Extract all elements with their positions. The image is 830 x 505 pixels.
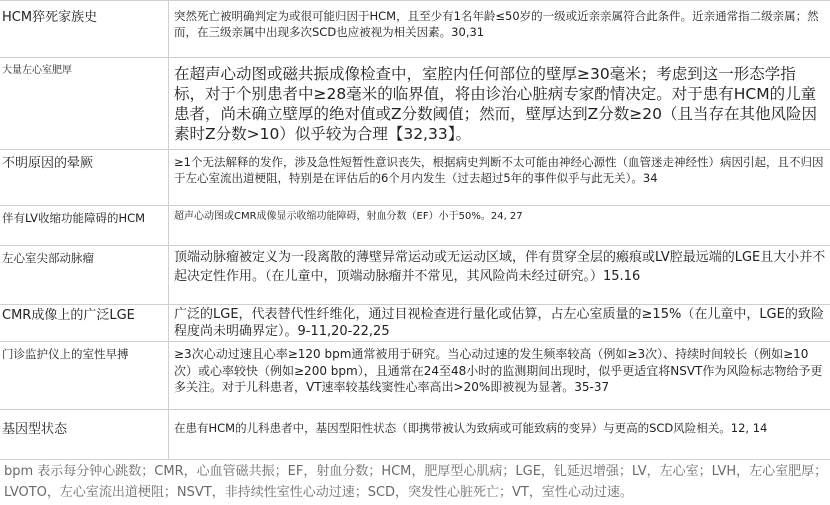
table-row (0, 0, 830, 58)
risk-factor-description: 顶端动脉瘤被定义为一段离散的薄壁异常运动或无运动区域，伴有贯穿全层的瘢痕或LV腔最远端的LGE且大小并不起决定性作用。（在儿童中，顶端动脉瘤并不常见，其风险尚未经过研究。）15.16 (174, 250, 826, 284)
table-row (0, 149, 830, 206)
column-divider (168, 0, 169, 459)
risk-factor-description: 在超声心动图或磁共振成像检查中，室腔内任何部位的壁厚≥30毫米；考虑到这一形态学指标，对于个别患者中≥28毫米的临界值，将由诊治心脏病专家酌情决定。对于患有HCM的儿童患者，尚未确立壁厚的绝对值或Z分数阈值；然而，壁厚达到Z分数≥20（且当存在其他风险因素时Z分数>10）似乎较为合理【32,33】。 (174, 65, 817, 143)
risk-factor-label: 基因型状态 (2, 422, 68, 437)
risk-factor-label: 门诊监护仪上的室性早搏 (2, 347, 129, 361)
table-row (0, 205, 830, 246)
table-row (0, 245, 830, 305)
risk-factor-label: 伴有LV收缩功能障碍的HCM (2, 211, 146, 225)
risk-factor-label: 大量左心室肥厚 (2, 65, 72, 76)
risk-factor-description: 超声心动图或CMR成像显示收缩功能障碍，射血分数（EF）小于50%。24, 27 (174, 211, 523, 222)
risk-factor-description: ≥1个无法解释的发作，涉及急性短暂性意识丧失，根据病史判断不太可能由神经心源性（血管迷走神经性）病因引起，且不归因于左心室流出道梗阻，特别是在评估后的6个月内发生（过去超过5年的事件似乎与此无关）。34 (174, 155, 824, 185)
table-row (0, 341, 830, 410)
risk-factor-description: 突然死亡被明确判定为或很可能归因于HCM，且至少有1名年龄≤50岁的一级或近亲亲属符合此条件。近亲通常指二级亲属；然而，在三级亲属中出现多次SCD也应被视为相关因素。30,31 (174, 9, 819, 39)
table-row (0, 304, 830, 342)
risk-factor-description: 广泛的LGE，代表替代性纤维化，通过目视检查进行量化或估算，占左心室质量的≥15%（在儿童中，LGE的致险程度尚未明确界定）。9-11,20-22,25 (174, 307, 824, 339)
risk-factor-description: 在患有HCM的儿科患者中，基因型阳性状态（即携带被认为致病或可能致病的变异）与更高的SCD风险相关。12, 14 (174, 421, 768, 435)
risk-factor-label: 不明原因的晕厥 (2, 156, 94, 171)
risk-factor-description: ≥3次心动过速且心率≥120 bpm通常被用于研究。当心动过速的发生频率较高（例如≥3次）、持续时间较长（例如≥10次）或心率较快（例如≥200 bpm），且通常在24至48小时的监测期间出现时，似乎更适宜将NSVT作为风险标志物给予更多关注。对于儿科患者，VT速率较基线窦性心率高出>20%即被视为显著。35-37 (174, 347, 823, 394)
table-row (0, 57, 830, 150)
abbreviations-footnote: bpm 表示每分钟心跳数；CMR，心血管磁共振；EF，射血分数；HCM，肥厚型心肌病；LGE，钆延迟增强；LV，左心室；LVH，左心室肥厚；LVOTO，左心室流出道梗阻；NSVT，非持续性室性心动过速；SCD，突发性心脏死亡；VT，室性心动过速。 (4, 464, 828, 500)
risk-factor-label: CMR成像上的广泛LGE (2, 308, 135, 323)
risk-factor-label: HCM猝死家族史 (2, 10, 98, 25)
risk-factor-label: 左心室尖部动脉瘤 (2, 251, 94, 265)
table-row (0, 409, 830, 460)
